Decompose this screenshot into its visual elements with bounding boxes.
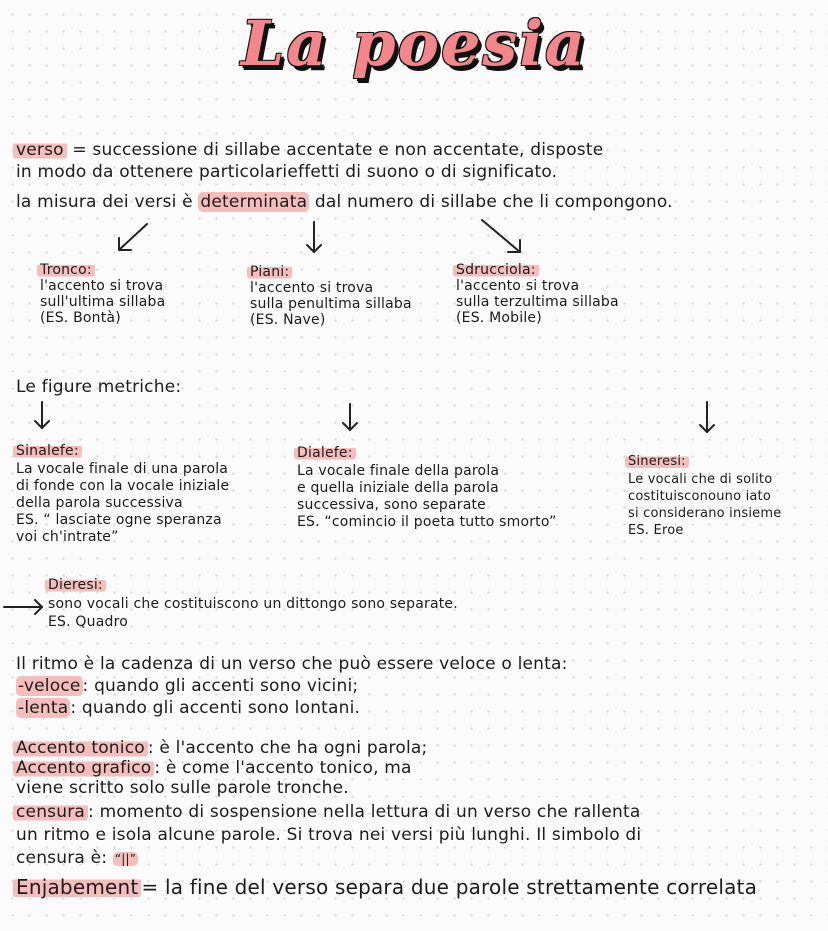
censura-symbol: “||” — [114, 852, 137, 866]
veloce-label: -veloce — [18, 676, 81, 696]
misura-post: dal numero di sillabe che li compongono. — [309, 192, 673, 212]
ritmo-line: Il ritmo è la cadenza di un verso che può essere veloce o lenta: — [16, 654, 568, 674]
lenta-text: : quando gli accenti sono lontani. — [70, 698, 361, 718]
page-title: La poesia — [240, 7, 588, 80]
sineresi-line: Le vocali che di solito — [628, 472, 773, 487]
misura-highlight: determinata — [200, 192, 308, 212]
piani-line: l'accento si trova — [250, 280, 374, 296]
arrow-to-dieresi — [2, 597, 46, 617]
sdrucciola-name: Sdrucciola: — [453, 262, 539, 278]
piani-block — [250, 264, 412, 328]
tronco-line: (ES. Bontà) — [40, 310, 121, 326]
tronco-block — [40, 262, 165, 326]
sdrucciola-line: sulla terzultima sillaba — [456, 294, 619, 310]
sinalefe-line: La vocale finale di una parola — [16, 461, 229, 477]
sdrucciola-line: l'accento si trova — [456, 278, 580, 294]
censura-label: censura — [13, 802, 88, 822]
arrow-to-dialefe — [340, 402, 360, 434]
accento-grafico-text: : è come l'accento tonico, ma — [154, 758, 412, 778]
verso-term: verso — [13, 140, 67, 160]
sdrucciola-block — [456, 262, 619, 326]
sinalefe-line: ES. “ lasciate ogne speranza — [16, 512, 222, 528]
censura-text-3: censura è: — [16, 848, 113, 868]
ritmo-veloce — [16, 676, 358, 696]
verso-line-1 — [16, 140, 603, 160]
tronco-line: sull'ultima sillaba — [40, 294, 166, 310]
piani-line: sulla penultima sillaba — [250, 296, 412, 312]
sineresi-line: costituisconouno iato — [628, 489, 771, 504]
arrow-to-tronco — [115, 222, 155, 254]
piani-line: (ES. Nave) — [250, 312, 326, 328]
dieresi-line: sono vocali che costituiscono un dittongo sono separate. — [48, 596, 458, 612]
piani-name: Piani: — [247, 264, 292, 280]
dieresi-block — [48, 577, 458, 631]
dialefe-line: La vocale finale della parola — [297, 463, 500, 479]
dialefe-name: Dialefe: — [294, 445, 356, 461]
censura-text-1: : momento di sospensione nella lettura di un verso che rallenta — [88, 802, 641, 822]
arrow-to-sineresi — [697, 400, 717, 436]
tronco-line: l'accento si trova — [40, 278, 164, 294]
accento-grafico-line-2: viene scritto solo sulle parole tronche. — [16, 778, 349, 798]
dialefe-block — [297, 445, 557, 531]
enjambement-label: Enjabement — [13, 875, 141, 899]
misura-pre: la misura dei versi è — [16, 192, 199, 212]
verso-def-1: = successione di sillabe accentate e non accentate, disposte — [66, 140, 604, 160]
dieresi-name: Dieresi: — [45, 577, 106, 593]
accento-tonico-label: Accento tonico — [13, 738, 148, 758]
arrow-to-piani — [304, 220, 324, 256]
accento-tonico-line — [16, 738, 427, 758]
accento-grafico-line — [16, 758, 412, 778]
sineresi-name: Sineresi: — [625, 454, 689, 469]
arrow-to-sdrucciola — [478, 218, 528, 258]
enjambement-text: = la fine del verso separa due parole strettamente correlata — [141, 875, 758, 899]
dialefe-line: ES. “comincio il poeta tutto smorto” — [297, 514, 557, 530]
sinalefe-name: Sinalefe: — [13, 443, 82, 459]
sdrucciola-line: (ES. Mobile) — [456, 310, 542, 326]
sineresi-block — [628, 454, 781, 539]
figure-title: Le figure metriche: — [16, 377, 182, 397]
sinalefe-line: voi ch'intrate” — [16, 529, 119, 545]
misura-line — [16, 192, 673, 212]
accento-grafico-label: Accento grafico — [13, 758, 154, 778]
sinalefe-line: della parola successiva — [16, 495, 183, 511]
enjambement-line — [16, 875, 757, 899]
tronco-name: Tronco: — [37, 262, 95, 278]
arrow-to-sinalefe — [32, 400, 52, 432]
lenta-label: -lenta — [18, 698, 69, 718]
dialefe-line: successiva, sono separate — [297, 497, 486, 513]
censura-line-2: un ritmo e isola alcune parole. Si trova nei versi più lunghi. Il simbolo di — [16, 825, 642, 845]
verso-line-2: in modo da ottenere particolarieffetti di suono o di significato. — [16, 162, 558, 182]
accento-tonico-text: : è l'accento che ha ogni parola; — [147, 738, 428, 758]
sinalefe-line: di fonde con la vocale iniziale — [16, 478, 230, 494]
dieresi-line: ES. Quadro — [48, 614, 129, 630]
censura-line-1 — [16, 802, 640, 822]
ritmo-lenta — [16, 698, 360, 718]
sineresi-line: si considerano insieme — [628, 506, 782, 521]
sinalefe-block — [16, 443, 229, 546]
sineresi-line: ES. Eroe — [628, 523, 684, 538]
dialefe-line: e quella iniziale della parola — [297, 480, 499, 496]
veloce-text: : quando gli accenti sono vicini; — [82, 676, 359, 696]
censura-line-3 — [16, 848, 138, 869]
